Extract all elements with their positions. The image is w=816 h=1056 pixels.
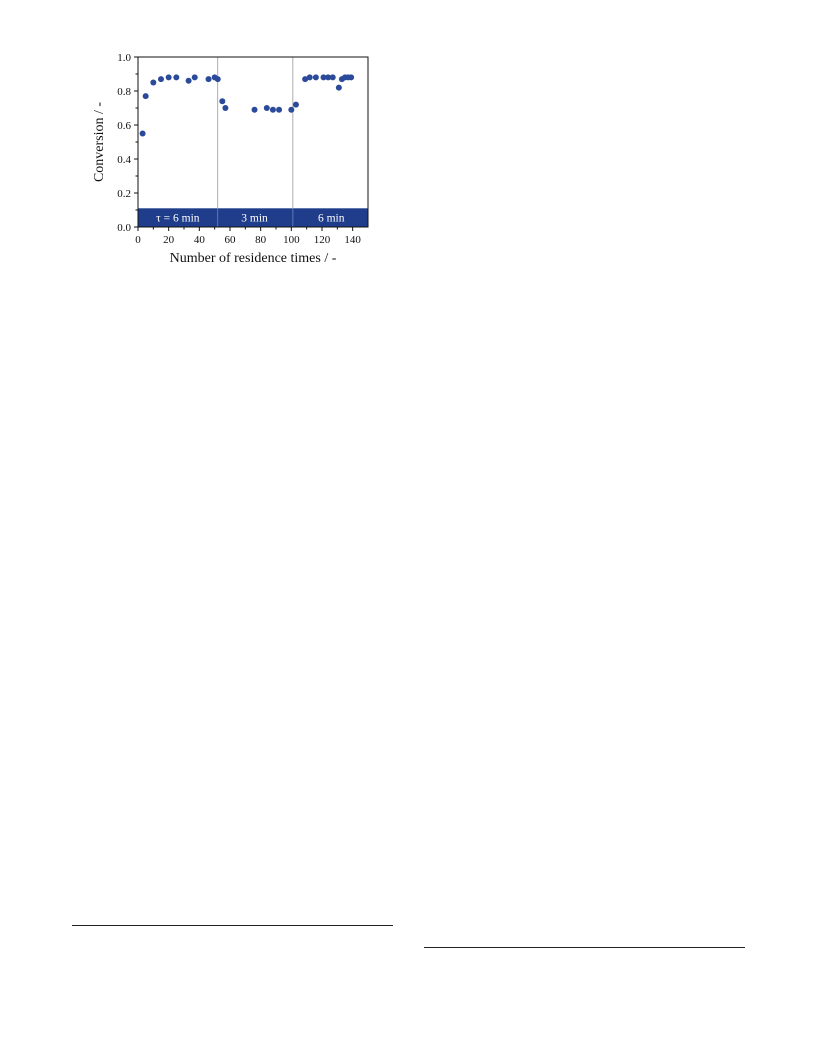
data-point <box>307 74 313 80</box>
data-point <box>219 98 225 104</box>
data-point <box>206 76 212 82</box>
region-label-1: τ = 6 min <box>156 212 200 225</box>
data-point <box>276 107 282 113</box>
divider-layer <box>218 57 293 227</box>
x-tick-label: 60 <box>224 234 236 246</box>
y-tick-label: 0.4 <box>117 154 131 166</box>
x-tick-label: 100 <box>283 234 300 246</box>
footnote-rule-right <box>424 947 745 948</box>
data-point <box>192 74 198 80</box>
data-point <box>173 74 179 80</box>
conversion-chart <box>90 44 390 274</box>
data-point <box>166 74 172 80</box>
plot-frame <box>138 57 368 227</box>
y-tick-label: 0.6 <box>117 120 131 132</box>
data-point <box>293 102 299 108</box>
x-tick-label: 80 <box>255 234 267 246</box>
data-point <box>143 93 149 99</box>
data-point <box>288 107 294 113</box>
data-point <box>336 85 342 91</box>
data-point <box>264 105 270 111</box>
chart-svg <box>90 44 390 274</box>
data-point <box>348 74 354 80</box>
y-axis-label: Conversion / - <box>92 101 107 183</box>
region-label-2: 3 min <box>241 212 268 225</box>
data-point <box>150 80 156 86</box>
footnote-rule-left <box>72 925 393 926</box>
data-point <box>140 131 146 137</box>
data-point <box>330 74 336 80</box>
data-point <box>158 76 164 82</box>
data-point <box>313 74 319 80</box>
x-tick-label: 120 <box>313 234 331 246</box>
y-tick-label: 0.8 <box>117 86 131 98</box>
y-tick-label: 0.0 <box>117 222 131 234</box>
x-tick-label: 0 <box>135 234 141 246</box>
data-point <box>252 107 258 113</box>
data-points <box>140 74 355 136</box>
y-tick-label: 0.2 <box>117 188 131 200</box>
data-point <box>215 76 221 82</box>
x-tick-label: 140 <box>344 234 361 246</box>
data-point <box>270 107 276 113</box>
y-tick-label: 1.0 <box>117 52 131 64</box>
x-axis-label: Number of residence times / - <box>169 251 337 266</box>
region-label-3: 6 min <box>317 212 345 225</box>
data-point <box>222 105 228 111</box>
x-tick-label: 20 <box>163 234 175 246</box>
data-point <box>186 78 192 84</box>
x-tick-label: 40 <box>193 234 205 246</box>
